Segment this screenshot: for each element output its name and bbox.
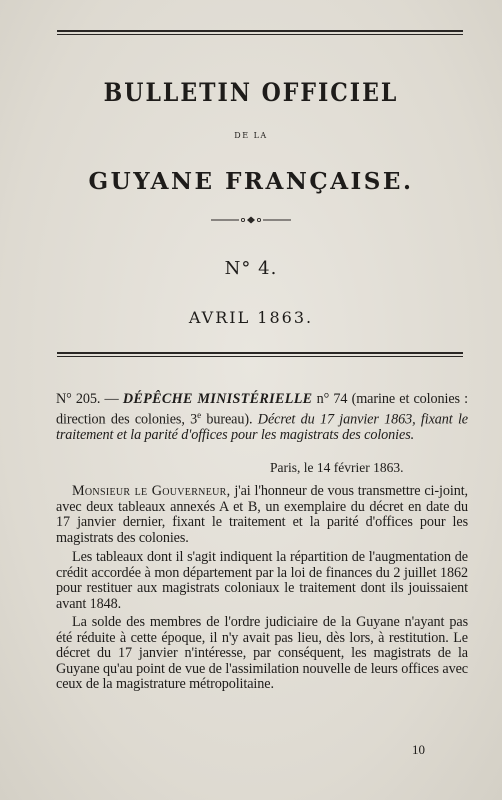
article-reference: n° 74 (marine et colonies : direction des colonies, 3 (56, 391, 469, 428)
paragraph-1-body: j'ai l'honneur de vous transmettre ci-joint, avec deux tableaux annexés A et B, un exemplaire du décret en date du 17 janvier dernier, fixant le traitement et la parité d'offices pour les magistrats des colonies. (56, 483, 468, 546)
article-reference-end: bureau). (201, 411, 258, 428)
reference-superscript: e (197, 409, 202, 420)
paragraph-3: La solde des membres de l'ordre judiciaire de la Guyane n'ayant pas été réduite à cette époque, il n'y avait pas lieu, dès lors, à restitution. Le décret du 17 janvier n'intéresse, par conséquent, les magistrats de la Guyane qu'au point de vue de l'assimilation nouvelle de leurs offices avec ceux de la magistrature métropolitaine. (56, 614, 468, 693)
paragraph-1 (56, 484, 468, 546)
page-number: 10 (412, 742, 425, 757)
de-la-label: DE LA (234, 131, 268, 140)
top-double-rule (57, 30, 463, 35)
middle-double-rule (57, 352, 463, 357)
issue-date: AVRIL 1863. (188, 308, 314, 327)
ornament-icon (211, 213, 291, 227)
article-heading (56, 392, 468, 444)
salutation: Monsieur le Gouverneur, (72, 483, 231, 499)
bulletin-title: BULLETIN OFFICIEL (103, 78, 399, 108)
colony-title: GUYANE FRANÇAISE. (88, 168, 414, 195)
issue-number: N° 4. (224, 258, 278, 279)
article-title: DÉPÊCHE MINISTÉRIELLE (122, 391, 313, 407)
place-date: Paris, le 14 février 1863. (270, 460, 404, 475)
decret-title: Décret du 17 janvier 1863, fixant le traitement et la parité d'offices pour les magistrats des colonies. (56, 411, 468, 443)
ornament-divider (0, 212, 502, 228)
paragraph-2: Les tableaux dont il s'agit indiquent la répartition de l'augmentation de crédit accordée à mon département par la loi de finances du 2 juillet 1862 pour restituer aux magistrats coloniaux le traitement dont ils jouissaient avant 1848. (56, 549, 468, 612)
article-number: N° 205. — (56, 391, 119, 407)
